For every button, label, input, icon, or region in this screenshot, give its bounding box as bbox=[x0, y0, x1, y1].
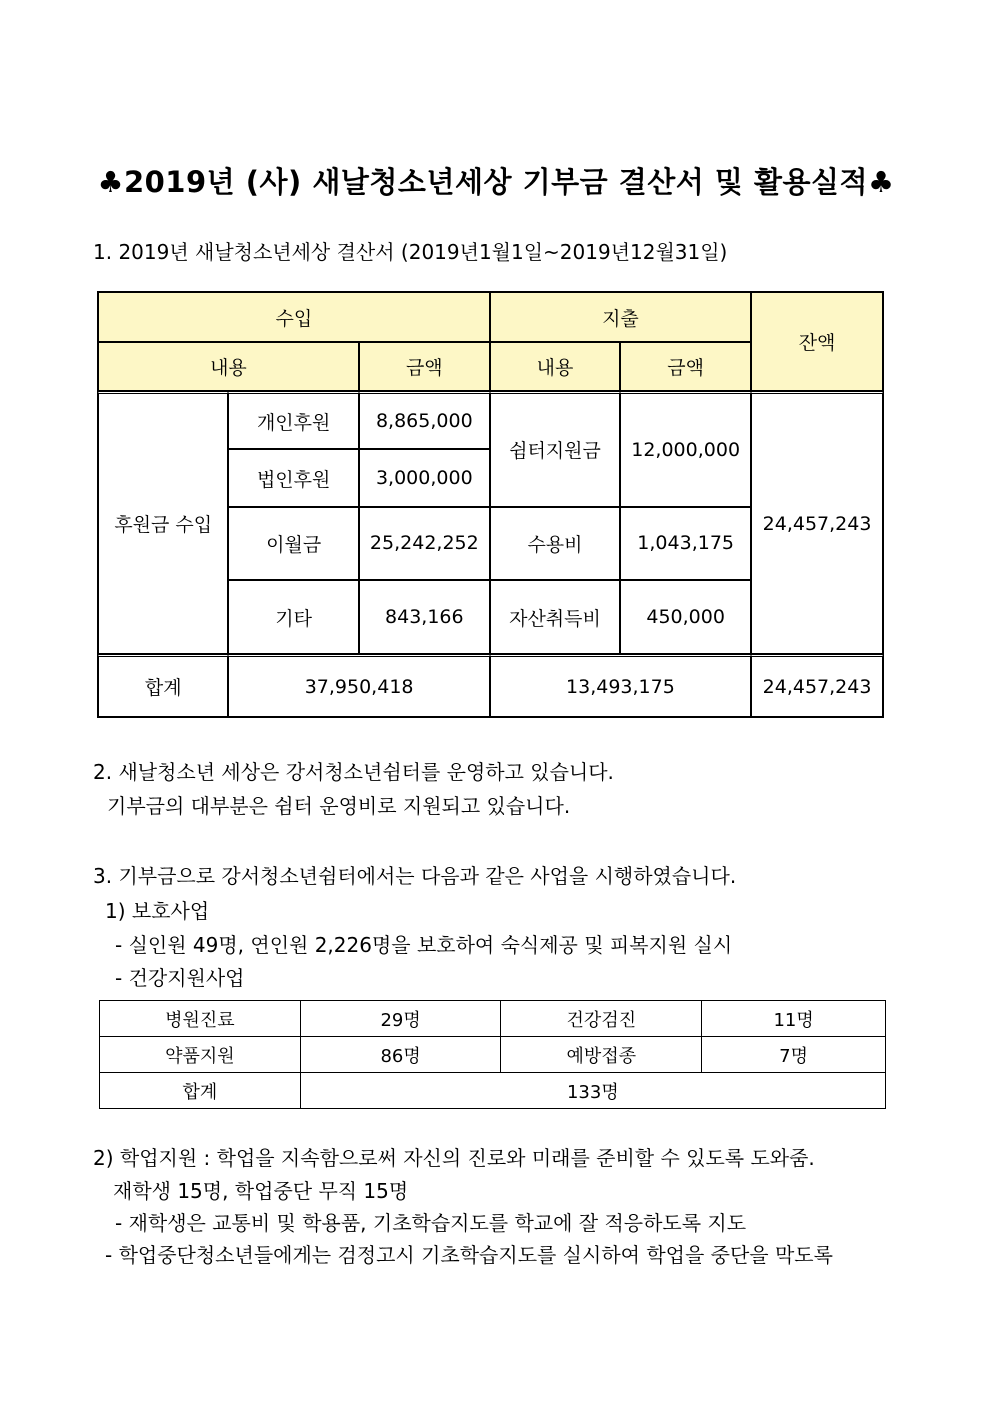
health-cell: 병원진료 bbox=[100, 1001, 301, 1037]
health-support-table bbox=[99, 1000, 886, 1109]
expense-content-label: 내용 bbox=[490, 342, 620, 390]
expense-total: 13,493,175 bbox=[490, 654, 751, 717]
section1-heading: 1. 2019년 새날청소년세상 결산서 (2019년1월1일~2019년12월31일) bbox=[93, 240, 728, 264]
income-item: 법인후원 bbox=[228, 449, 358, 507]
income-amount: 843,166 bbox=[359, 580, 490, 655]
health-cell: 11명 bbox=[702, 1001, 886, 1037]
section3-sub2-line3: - 재학생은 교통비 및 학용품, 기초학습지도를 학교에 잘 적응하도록 지도 bbox=[115, 1211, 747, 1235]
section3-sub1-item1: - 실인원 49명, 연인원 2,226명을 보호하여 숙식제공 및 피복지원 실시 bbox=[115, 933, 733, 957]
settlement-table bbox=[97, 291, 884, 718]
section3-heading: 3. 기부금으로 강서청소년쉼터에서는 다음과 같은 사업을 시행하였습니다. bbox=[93, 864, 737, 888]
section3-sub2-line1: 2) 학업지원 : 학업을 지속함으로써 자신의 진로와 미래를 준비할 수 있도록 도와줌. bbox=[93, 1146, 815, 1170]
health-total-value: 133명 bbox=[300, 1073, 885, 1109]
income-content-label: 내용 bbox=[98, 342, 359, 390]
health-total-label: 합계 bbox=[100, 1073, 301, 1109]
section2-line2: 기부금의 대부분은 쉼터 운영비로 지원되고 있습니다. bbox=[107, 794, 571, 818]
income-category: 후원금 수입 bbox=[98, 391, 228, 654]
income-amount: 8,865,000 bbox=[359, 391, 490, 450]
expense-amount-label: 금액 bbox=[620, 342, 751, 390]
expense-amount: 12,000,000 bbox=[620, 391, 751, 507]
balance-total: 24,457,243 bbox=[751, 654, 883, 717]
section3-sub1: 1) 보호사업 bbox=[105, 899, 210, 923]
document-title: ♣2019년 (사) 새날청소년세상 기부금 결산서 및 활용실적♣ bbox=[97, 165, 895, 199]
income-amount: 3,000,000 bbox=[359, 449, 490, 507]
health-cell: 약품지원 bbox=[100, 1037, 301, 1073]
expense-item: 수용비 bbox=[490, 507, 620, 580]
expense-amount: 450,000 bbox=[620, 580, 751, 655]
health-cell: 7명 bbox=[702, 1037, 886, 1073]
expense-item: 쉼터지원금 bbox=[490, 391, 620, 507]
income-header: 수입 bbox=[98, 292, 490, 342]
income-amount-label: 금액 bbox=[359, 342, 490, 390]
income-item: 개인후원 bbox=[228, 391, 358, 450]
expense-item: 자산취득비 bbox=[490, 580, 620, 655]
income-total: 37,950,418 bbox=[228, 654, 489, 717]
expense-header: 지출 bbox=[490, 292, 751, 342]
balance-value: 24,457,243 bbox=[751, 391, 883, 654]
section2-line1: 2. 새날청소년 세상은 강서청소년쉼터를 운영하고 있습니다. bbox=[93, 760, 614, 784]
health-cell: 예방접종 bbox=[501, 1037, 702, 1073]
income-item: 기타 bbox=[228, 580, 358, 655]
section3-sub2-line2: 재학생 15명, 학업중단 무직 15명 bbox=[113, 1179, 409, 1203]
health-cell: 건강검진 bbox=[501, 1001, 702, 1037]
section3-sub2-line4: - 학업중단청소년들에게는 검정고시 기초학습지도를 실시하여 학업을 중단을 막도록 bbox=[105, 1243, 833, 1267]
section3-sub1-item2: - 건강지원사업 bbox=[115, 966, 245, 990]
health-cell: 29명 bbox=[300, 1001, 501, 1037]
balance-header: 잔액 bbox=[751, 292, 883, 391]
health-cell: 86명 bbox=[300, 1037, 501, 1073]
income-item: 이월금 bbox=[228, 507, 358, 580]
expense-amount: 1,043,175 bbox=[620, 507, 751, 580]
income-amount: 25,242,252 bbox=[359, 507, 490, 580]
total-label: 합계 bbox=[98, 654, 228, 717]
